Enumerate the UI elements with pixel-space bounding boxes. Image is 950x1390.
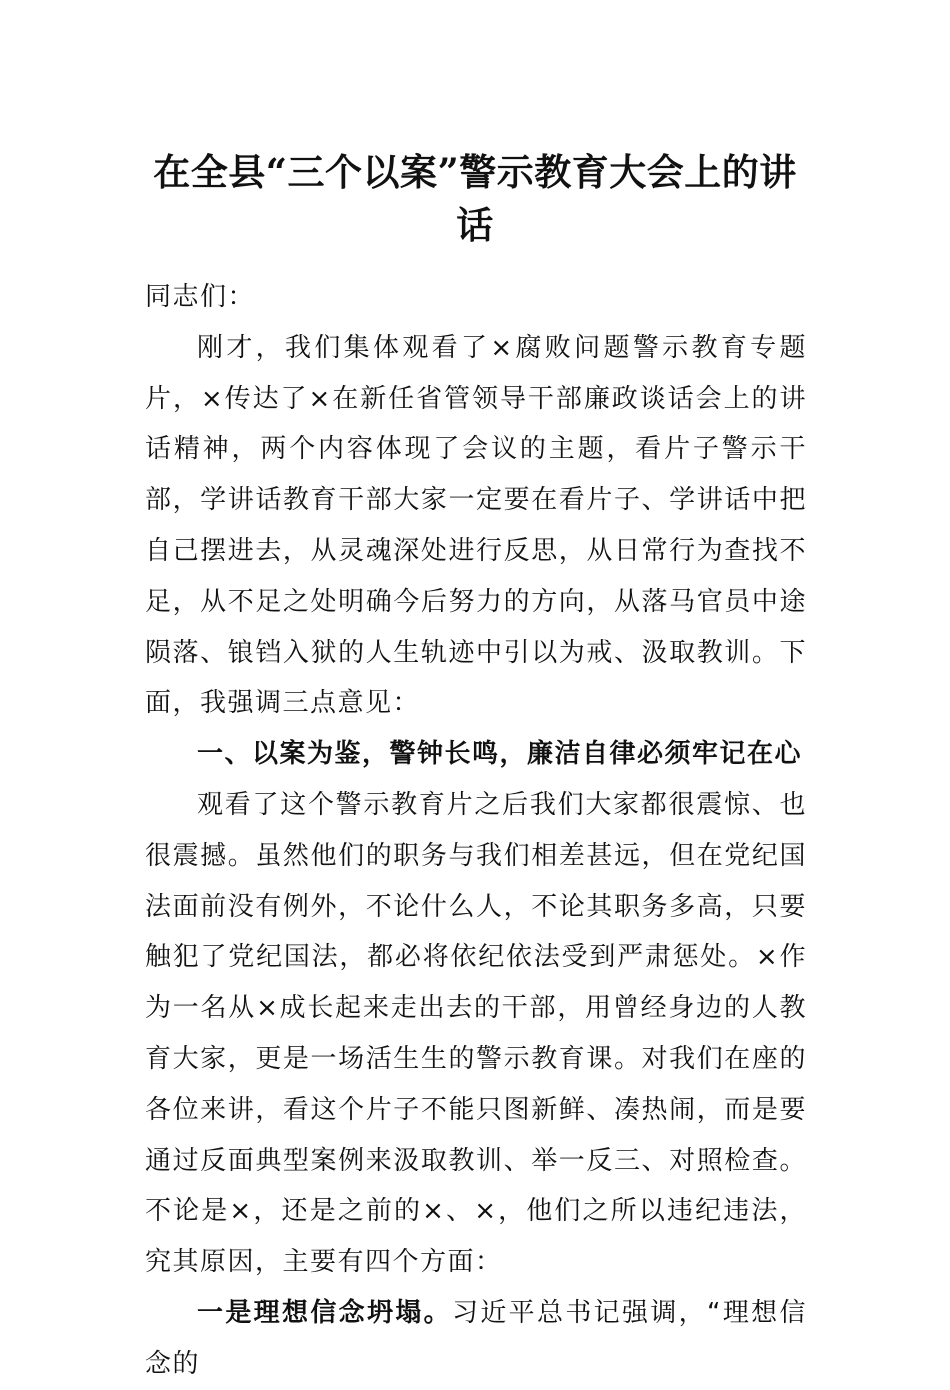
document-body: [145, 272, 807, 1390]
paragraph-case-reflection: 观看了这个警示教育片之后我们大家都很震惊、也很震撼。虽然他们的职务与我们相差甚远，但在党纪国法面前没有例外，不论什么人，不论其职务多高，只要触犯了党纪国法，都必将依纪依法受到严肃惩处。×作为一名从×成长起来走出去的干部，用曾经身边的人教育大家，更是一场活生生的警示教育课。对我们在座的各位来讲，看这个片子不能只图新鲜、凑热闹，而是要通过反面典型案例来汲取教训、举一反三、对照检查。不论是×，还是之前的×、×，他们之所以违纪违法，究其原因，主要有四个方面：: [145, 789, 807, 1278]
paragraph-intro: 刚才，我们集体观看了×腐败问题警示教育专题片，×传达了×在新任省管领导干部廉政谈话会上的讲话精神，两个内容体现了会议的主题，看片子警示干部，学讲话教育干部大家一定要在看片子、学讲话中把自己摆进去，从灵魂深处进行反思，从日常行为查找不足，从不足之处明确今后努力的方向，从落马官员中途陨落、锒铛入狱的人生轨迹中引以为戒、汲取教训。下面，我强调三点意见：: [145, 332, 807, 719]
paragraph-reason-1: [145, 1288, 807, 1390]
section-heading-1: 一、以案为鉴，警钟长鸣，廉洁自律必须牢记在心: [197, 739, 803, 770]
document-title: 在全县“三个以案”警示教育大会上的讲话: [153, 150, 797, 247]
reason-1-lead: 一是理想信念坍塌。: [197, 1297, 453, 1328]
reason-1-text: 习近平总书记强调，“理想信念的: [145, 1297, 807, 1379]
salutation: 同志们：: [145, 282, 256, 312]
